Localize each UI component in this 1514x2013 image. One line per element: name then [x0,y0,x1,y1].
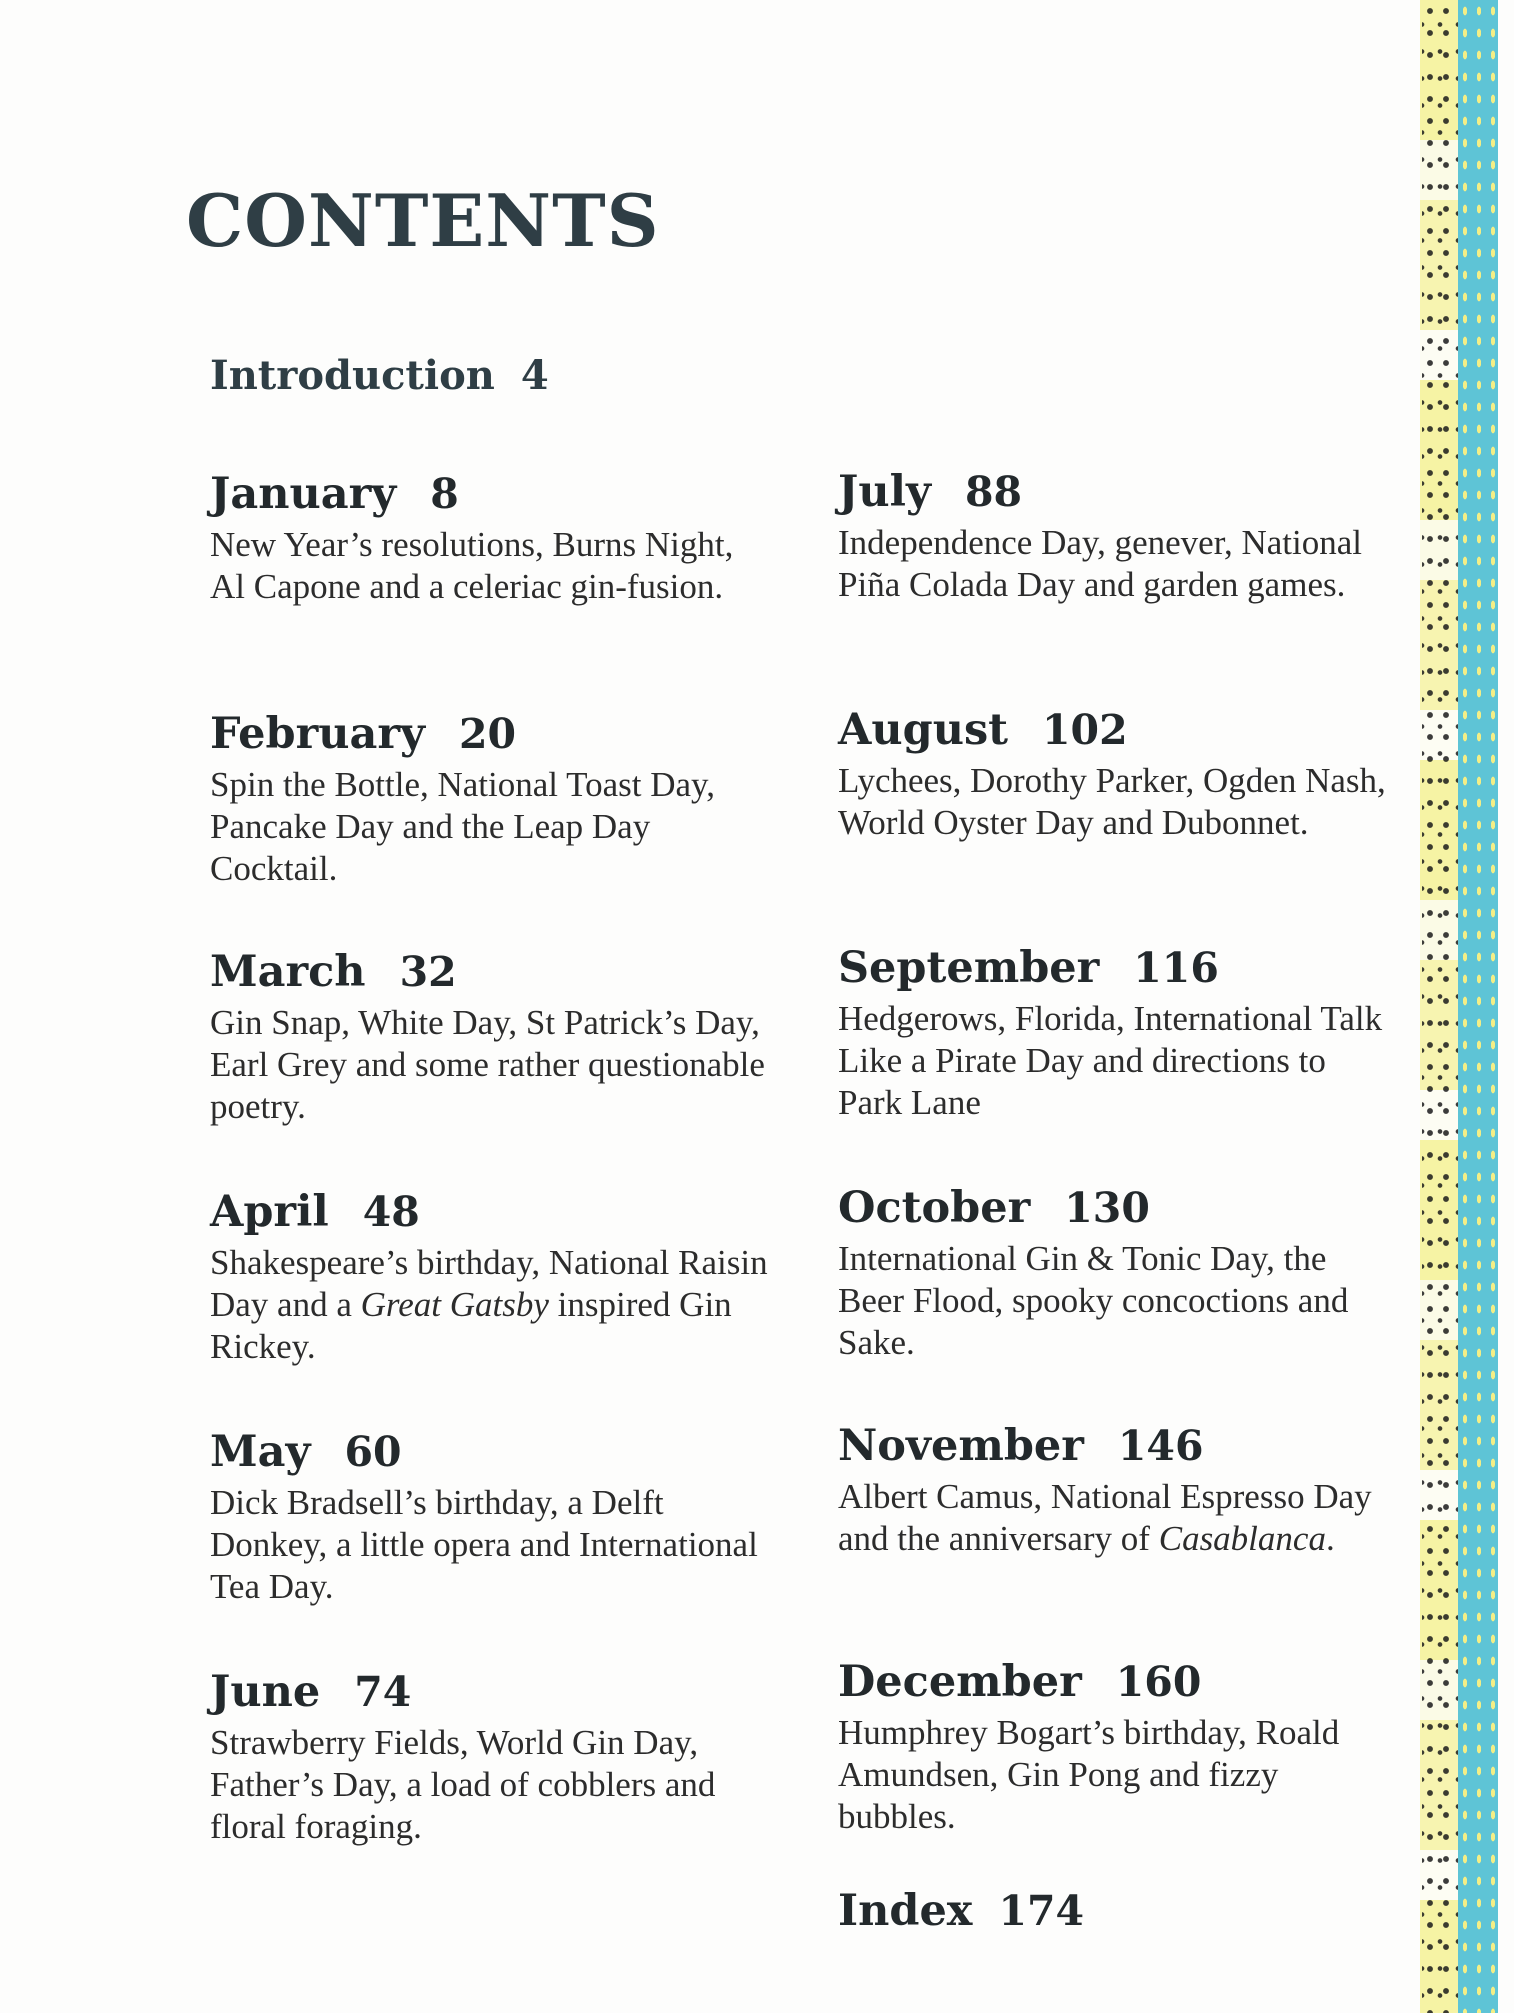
month-title: December [838,1657,1082,1707]
month-title: March [210,947,366,997]
month-title: May [210,1427,311,1477]
entry-description: Hedgerows, Florida, International Talk Like a Pirate Day and directions to Park Lane [838,999,1383,1122]
month-title: July [838,467,931,517]
entry-description: Humphrey Bogart’s birthday, Roald Amundsen, Gin Pong and fizzy bubbles. [838,1713,1340,1836]
page-number: 48 [362,1188,420,1236]
page-number: 146 [1117,1422,1204,1470]
toc-entry-april[interactable] [210,1184,770,1368]
month-title: April [210,1187,329,1237]
page-number: 32 [399,948,457,996]
entry-description: Independence Day, genever, National Piña Colada Day and garden games. [838,523,1362,604]
month-title: August [838,705,1009,755]
month-title: September [838,943,1100,993]
toc-entry-september[interactable] [838,940,1398,1124]
entry-description: Gin Snap, White Day, St Patrick’s Day, Earl Grey and some rather questionable poetry. [210,1003,765,1126]
entry-description: Dick Bradsell’s birthday, a Delft Donkey, a little opera and International Tea Day. [210,1483,758,1606]
decorative-border [1408,0,1514,2013]
entry-description: International Gin & Tonic Day, the Beer Flood, spooky concoctions and Sake. [838,1239,1349,1362]
page-number: 102 [1042,706,1128,754]
month-title: January [210,469,397,519]
introduction-label: Introduction [210,352,495,399]
page-number: 130 [1064,1184,1150,1232]
entry-description: New Year’s resolutions, Burns Night, Al Capone and a celeriac gin-fusion. [210,525,734,606]
toc-entry-introduction[interactable] [210,352,549,399]
italic-title: Great Gatsby [360,1285,549,1324]
month-title: February [210,709,426,759]
entry-description: Lychees, Dorothy Parker, Ogden Nash, World Oyster Day and Dubonnet. [838,761,1386,842]
toc-entry-august[interactable] [838,702,1398,844]
page-number: 88 [964,468,1022,516]
page-number: 60 [344,1428,402,1476]
toc-entry-october[interactable] [838,1180,1398,1364]
entry-description: Albert Camus, National Espresso Day and the anniversary of Casablanca. [838,1477,1372,1558]
entry-description: Spin the Bottle, National Toast Day, Pancake Day and the Leap Day Cocktail. [210,765,715,888]
month-title: June [210,1667,321,1717]
entry-description: Strawberry Fields, World Gin Day, Father’s Day, a load of cobblers and floral foraging. [210,1723,716,1846]
page-number: 160 [1115,1658,1202,1706]
italic-title: Casablanca [1158,1519,1326,1558]
page-title: CONTENTS [186,178,660,263]
toc-entry-may[interactable] [210,1424,770,1608]
page-number: 20 [459,710,517,758]
toc-entry-june[interactable] [210,1664,770,1848]
index-page: 174 [998,1887,1085,1935]
toc-entry-january[interactable] [210,466,770,608]
dot-pattern [1422,0,1462,2013]
month-title: November [838,1421,1084,1471]
blue-stripe [1458,0,1498,2013]
month-title: October [838,1183,1031,1233]
index-label: Index [838,1886,973,1936]
page-number: 116 [1133,944,1219,992]
toc-entry-july[interactable] [838,464,1398,606]
toc-entry-march[interactable] [210,944,770,1128]
toc-entry-index[interactable] [838,1886,1084,1936]
introduction-page: 4 [520,352,549,399]
page-number: 74 [354,1668,412,1716]
page-number: 8 [430,470,459,518]
entry-description: Shakespeare’s birthday, National Raisin Day and a Great Gatsby inspired Gin Rickey. [210,1243,768,1366]
toc-entry-november[interactable] [838,1418,1398,1560]
toc-entry-february[interactable] [210,706,770,890]
toc-entry-december[interactable] [838,1654,1398,1838]
